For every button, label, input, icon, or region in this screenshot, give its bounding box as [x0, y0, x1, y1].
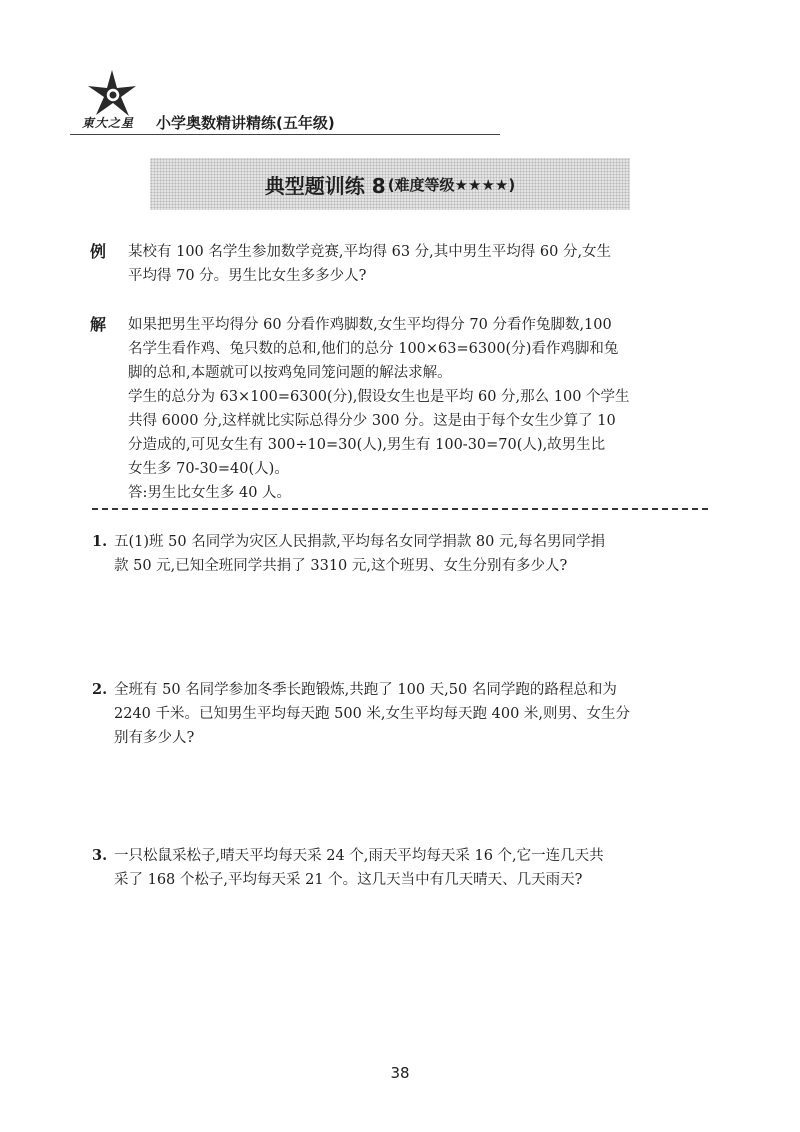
problem-line: 一只松鼠采松子,晴天平均每天采 24 个,雨天平均每天采 16 个,它一连几天共 — [114, 848, 604, 864]
solution-line: 分造成的,可见女生有 300÷10=30(人),男生有 100-30=70(人),故男生比 — [128, 437, 606, 453]
section-title: 典型题训练 8 — [264, 173, 386, 198]
solution-answer: 答:男生比女生多 40 人。 — [128, 485, 292, 501]
example-block — [90, 240, 710, 288]
example-line: 某校有 100 名学生参加数学竞赛,平均得 63 分,其中男生平均得 60 分,女生 — [128, 244, 612, 260]
solution-line: 学生的总分为 63×100=6300(分),假设女生也是平均 60 分,那么 100 个学生 — [128, 389, 630, 405]
solution-tag: 解 — [90, 315, 107, 334]
problem-2 — [92, 678, 712, 750]
problem-line: 款 50 元,已知全班同学共捐了 3310 元,这个班男、女生分别有多少人? — [114, 558, 568, 574]
problem-1 — [92, 530, 712, 578]
section-banner — [150, 158, 630, 210]
page-header — [70, 68, 510, 138]
book-title: 小学奥数精讲精练(五年级) — [156, 114, 335, 132]
problem-number: 3. — [92, 847, 108, 864]
header-divider — [70, 134, 500, 135]
example-tag: 例 — [90, 242, 107, 261]
problem-line: 采了 168 个松子,平均每天采 21 个。这几天当中有几天晴天、几天雨天? — [114, 872, 583, 888]
solution-block — [90, 313, 710, 505]
problem-line: 五(1)班 50 名同学为灾区人民捐款,平均每名女同学捐款 80 元,每名男同学捐 — [114, 534, 606, 550]
solution-line: 共得 6000 分,这样就比实际总得分少 300 分。这是由于每个女生少算了 10 — [128, 413, 616, 429]
problem-number: 1. — [92, 533, 108, 550]
dashed-divider — [92, 508, 708, 510]
problem-line: 全班有 50 名同学参加冬季长跑锻炼,共跑了 100 天,50 名同学跑的路程总和为 — [114, 682, 617, 698]
brand-logo-text: 東大之星 — [82, 116, 135, 130]
page-number: 38 — [390, 1064, 410, 1082]
problem-line: 2240 千米。已知男生平均每天跑 500 米,女生平均每天跑 400 米,则男、女生分 — [114, 706, 631, 722]
solution-line: 如果把男生平均得分 60 分看作鸡脚数,女生平均得分 70 分看作兔脚数,100 — [128, 317, 612, 333]
solution-line: 女生多 70-30=40(人)。 — [128, 461, 289, 477]
solution-line: 脚的总和,本题就可以按鸡兔同笼问题的解法求解。 — [128, 365, 452, 381]
example-line: 平均得 70 分。男生比女生多多少人? — [128, 268, 367, 284]
problem-number: 2. — [92, 681, 108, 698]
difficulty-label: (难度等级★★★★) — [387, 175, 516, 194]
problem-3 — [92, 844, 712, 892]
star-logo-icon — [82, 68, 146, 120]
solution-line: 名学生看作鸡、兔只数的总和,他们的总分 100×63=6300(分)看作鸡脚和兔 — [128, 341, 619, 357]
problem-line: 别有多少人? — [114, 730, 195, 746]
